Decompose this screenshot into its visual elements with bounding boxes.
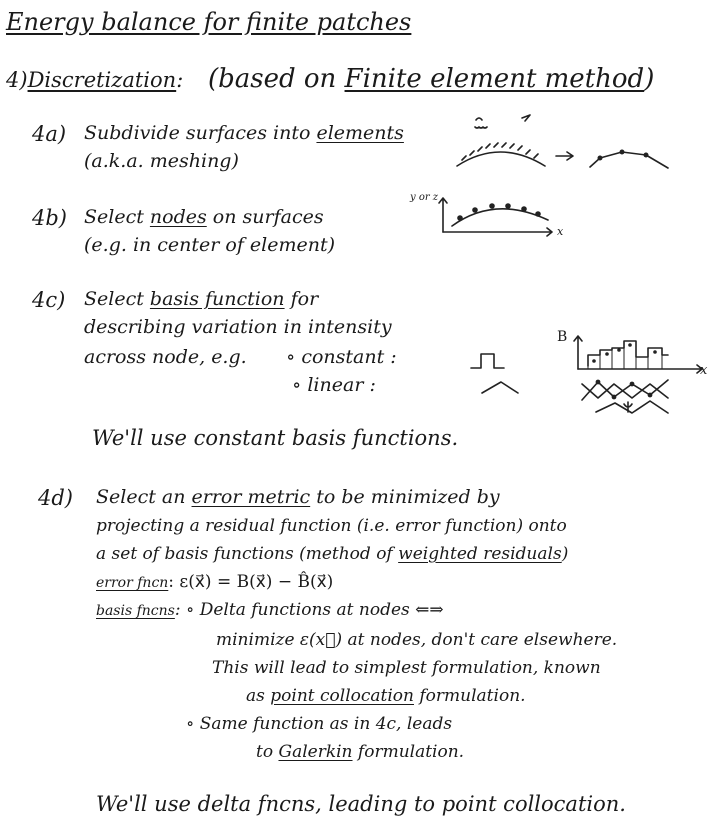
step-4c-line2: describing variation in intensity: [84, 316, 392, 338]
step-4a-key: elements: [316, 122, 404, 144]
error-function-line: [96, 574, 333, 591]
step-4b-suffix: on surfaces: [212, 206, 324, 228]
galerkin-formulation-text: formulation.: [357, 742, 465, 762]
step-4c-line3: across node, e.g.: [84, 346, 247, 368]
basis-item-delta: : ∘ Delta functions at nodes ⇐⇒: [174, 600, 444, 620]
constant-basis-icon: [471, 354, 504, 368]
piecewise-constant-plot: [574, 336, 702, 373]
as-text: as: [246, 686, 265, 706]
step-4a-label: 4a): [32, 122, 67, 146]
note-link: Finite element method: [344, 64, 645, 94]
step-4d-suffix: to be minimized by: [316, 486, 500, 508]
basis-option-constant: ∘ constant :: [286, 346, 397, 368]
step-4b-label: 4b): [32, 206, 67, 230]
step-4a-line2: (a.k.a. meshing): [84, 150, 239, 172]
step-4d-key: error metric: [191, 486, 311, 508]
step-4b-text: Select: [84, 206, 144, 228]
step-4a-text: Subdivide surfaces into: [84, 122, 311, 144]
basis-item-galerkin: ∘ Same function as in 4c, leads: [186, 714, 453, 734]
basis-option-linear: ∘ linear :: [292, 374, 376, 396]
axis-x-label-4c: x: [700, 363, 708, 378]
formulation-text: formulation.: [419, 686, 526, 706]
step-4d-label: 4d): [38, 486, 73, 510]
section-colon: :: [176, 68, 184, 92]
constant-basis-conclusion: We'll use constant basis functions.: [92, 426, 459, 450]
step-4b-key: nodes: [149, 206, 207, 228]
axis-y-label: y or z: [410, 192, 439, 203]
note-close: ): [644, 64, 655, 94]
axis-x-label: x: [557, 225, 564, 238]
step-4d-line3-text: a set of basis functions (method of: [96, 544, 393, 564]
weighted-residuals-term: weighted residuals: [398, 544, 562, 564]
section-title: Discretization: [27, 68, 177, 92]
step-4c-text: Select: [84, 288, 144, 310]
step-4c-key: basis function: [149, 288, 285, 310]
point-collocation-term: point collocation: [270, 686, 414, 706]
basis-functions-line: [96, 602, 444, 619]
section-number: 4): [6, 68, 28, 92]
step-4c-suffix: for: [290, 288, 319, 310]
step-4d-line2: projecting a residual function (i.e. error function) onto: [96, 516, 567, 536]
piecewise-linear-plot: [582, 380, 668, 413]
note-open: (based on: [207, 64, 337, 94]
delta-function-conclusion: We'll use delta fncns, leading to point collocation.: [96, 792, 626, 816]
step-4d-line3: [96, 546, 568, 563]
axis-b-label: B: [557, 329, 568, 345]
step-4d-line3-close: ): [561, 544, 569, 564]
page-title: Energy balance for finite patches: [6, 8, 412, 36]
basis-item-delta-line2: minimize ε(x⃗) at nodes, don't care elsewhere.: [216, 630, 618, 650]
basis-item-delta-line4: [246, 688, 526, 705]
step-4d-line1: [96, 488, 500, 507]
basis-item-delta-line3: This will lead to simplest formulation, known: [212, 658, 601, 678]
error-function-label: error fncn: [96, 575, 169, 591]
basis-item-galerkin-line2: [256, 744, 464, 761]
galerkin-term: Galerkin: [278, 742, 353, 762]
linear-basis-icon: [482, 382, 518, 393]
step-4d-text: Select an: [96, 486, 186, 508]
basis-functions-label: basis fncns: [96, 603, 175, 619]
step-4b-line2: (e.g. in center of element): [84, 234, 336, 256]
to-text: to: [256, 742, 274, 762]
step-4c-label: 4c): [32, 288, 66, 312]
error-function-formula: : ε(x⃗) = B(x⃗) − B̂(x⃗): [168, 572, 334, 592]
